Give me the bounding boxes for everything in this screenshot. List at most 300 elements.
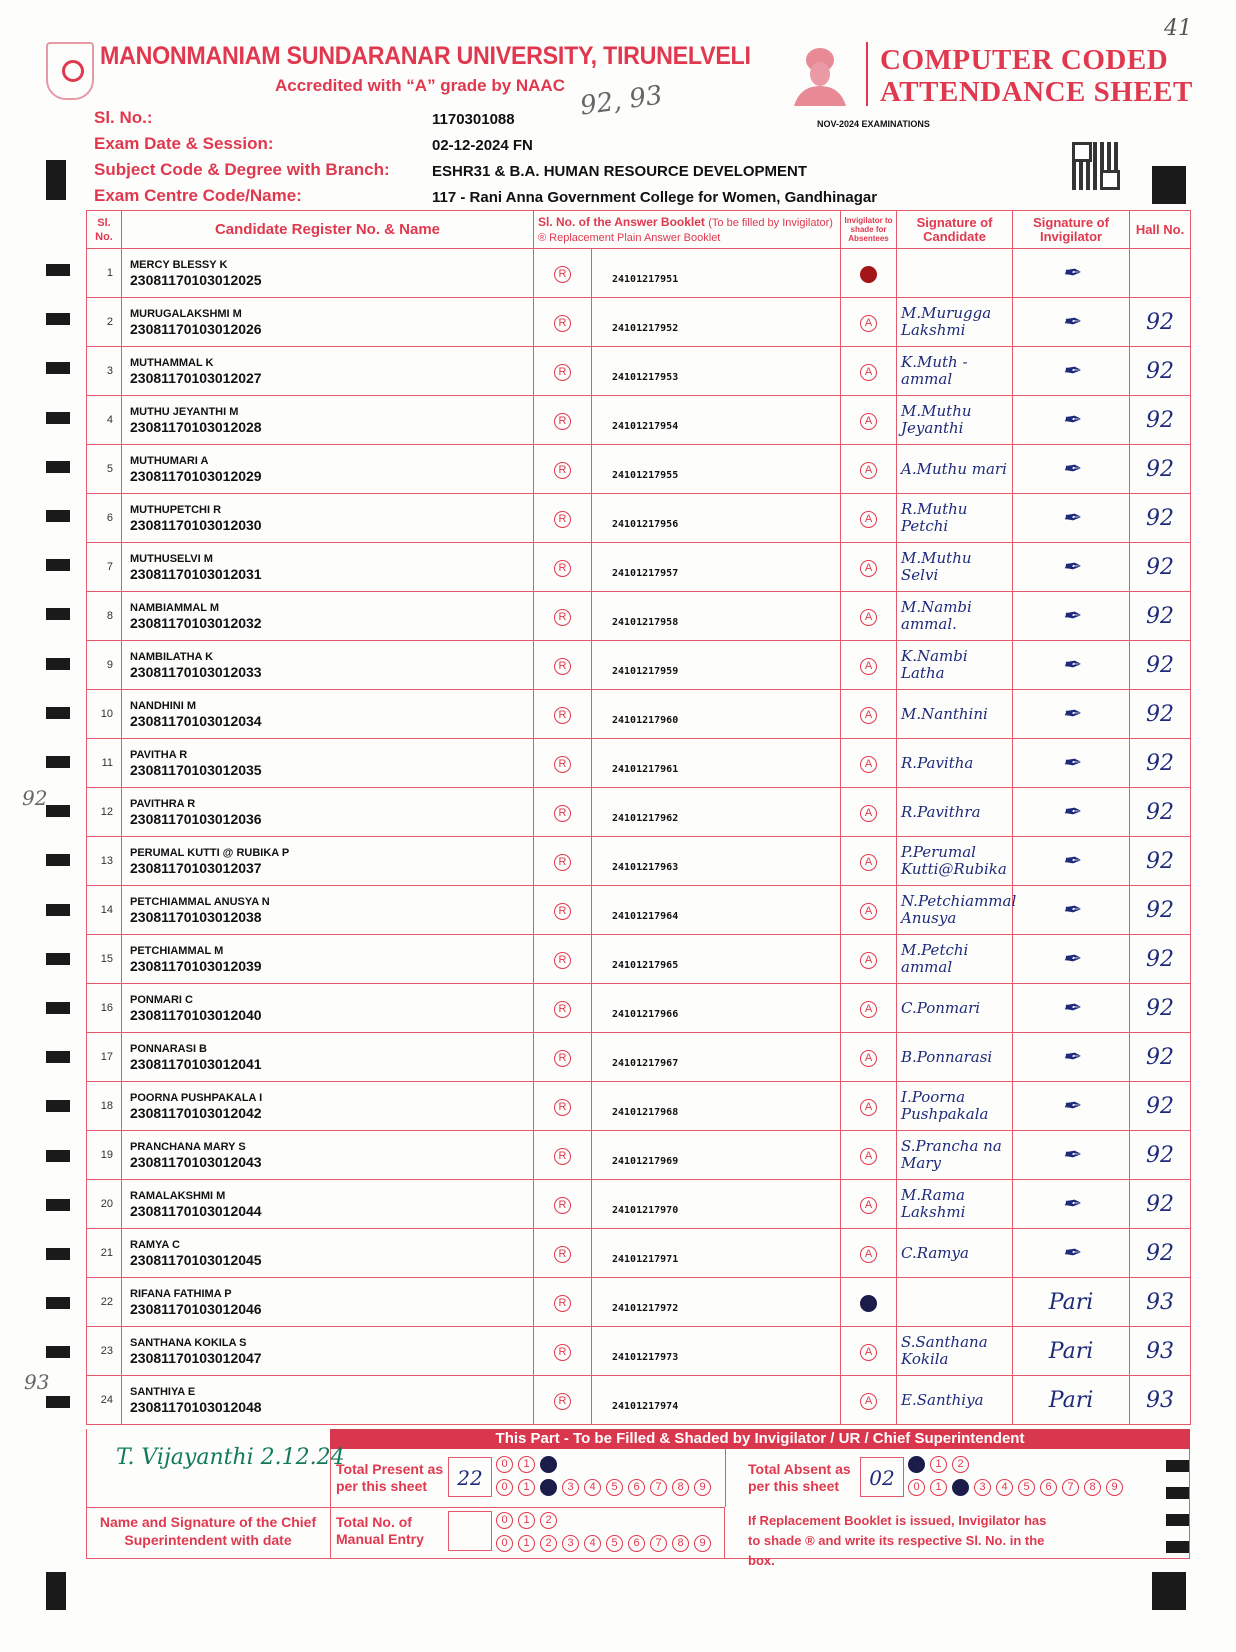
replacement-bubble[interactable]: R [554,707,571,724]
replacement-cell [534,1376,592,1425]
absentee-bubble[interactable]: A [860,315,877,332]
row-sl: 20 [87,1180,122,1229]
table-row [87,1033,1191,1082]
table-row [87,494,1191,543]
accreditation: Accredited with “A” grade by NAAC [275,76,565,95]
invigilator-signature: ✒ [1013,249,1130,298]
row-sl: 17 [87,1033,122,1082]
digit-bubble[interactable]: 9 [1106,1479,1123,1496]
candidate-name: NAMBIAMMAL M [130,601,220,614]
replacement-bubble[interactable]: R [554,1001,571,1018]
hall-number: 92 [1130,788,1191,837]
footer-band: This Part - To be Filled & Shaded by Invigilator / UR / Chief Superintendent [330,1429,1190,1449]
hall-number: 93 [1130,1376,1191,1425]
absentee-bubble[interactable]: A [860,707,877,724]
timing-mark [46,1297,70,1309]
candidate-signature: M.Murugga Lakshmi [897,298,1013,347]
register-number: 23081170103012047 [130,1349,262,1366]
row-sl: 19 [87,1131,122,1180]
replacement-cell [534,886,592,935]
digit-bubble[interactable]: 0 [496,1512,513,1529]
absentee-bubble[interactable]: A [860,1099,877,1116]
university-name: MANONMANIAM SUNDARANAR UNIVERSITY, TIRUNELVELI [100,42,751,70]
digit-bubble[interactable]: 1 [930,1456,947,1473]
digit-bubble[interactable]: 9 [694,1479,711,1496]
timing-mark [46,412,70,424]
replacement-bubble[interactable]: R [554,266,571,283]
digit-bubble[interactable] [540,1456,557,1473]
booklet-number: 24101217955 [592,445,841,494]
row-sl: 22 [87,1278,122,1327]
register-number: 23081170103012028 [130,418,262,435]
digit-bubble[interactable]: 7 [1062,1479,1079,1496]
candidate-cell [122,1327,534,1376]
digit-bubble[interactable]: 2 [952,1456,969,1473]
replacement-bubble[interactable]: R [554,511,571,528]
absent-value[interactable]: 02 [860,1457,904,1497]
table-row [87,788,1191,837]
absentee-bubble[interactable]: A [860,364,877,381]
replacement-cell [534,1131,592,1180]
hall-number: 92 [1130,298,1191,347]
digit-bubble[interactable]: 4 [584,1479,601,1496]
absentee-bubble[interactable]: A [860,805,877,822]
register-number: 23081170103012042 [130,1104,262,1121]
booklet-number: 24101217958 [592,592,841,641]
university-logo [46,42,94,100]
replacement-cell [534,347,592,396]
row-sl: 18 [87,1082,122,1131]
table-row [87,543,1191,592]
candidate-signature: C.Ponmari [897,984,1013,1033]
row-sl: 12 [87,788,122,837]
invigilator-signature: ✒ [1013,347,1130,396]
register-number: 23081170103012025 [130,271,262,288]
invigilator-signature: ✒ [1013,1131,1130,1180]
booklet-number: 24101217953 [592,347,841,396]
candidate-cell [122,249,534,298]
footer-divider [725,1449,726,1507]
row-sl: 14 [87,886,122,935]
invigilator-signature: ✒ [1013,1033,1130,1082]
hall-number: 92 [1130,837,1191,886]
replacement-bubble[interactable]: R [554,1393,571,1410]
candidate-signature: M.Petchi ammal [897,935,1013,984]
replacement-cell [534,984,592,1033]
row-sl: 10 [87,690,122,739]
invigilator-signature: ✒ [1013,494,1130,543]
absentee-cell [841,886,897,935]
invigilator-signature: ✒ [1013,886,1130,935]
candidate-signature: R.Pavitha [897,739,1013,788]
table-row [87,1278,1191,1327]
invigilator-signature: ✒ [1013,739,1130,788]
candidate-signature: K.Nambi Latha [897,641,1013,690]
digit-bubble[interactable]: 1 [930,1479,947,1496]
col-absentee: Invigilator to shade for Absentees [841,211,897,249]
register-number: 23081170103012026 [130,320,262,337]
digit-bubble[interactable] [952,1479,969,1496]
absentee-bubble[interactable]: A [860,1050,877,1067]
replacement-bubble[interactable]: R [554,609,571,626]
replacement-bubble[interactable]: R [554,413,571,430]
candidate-cell [122,347,534,396]
row-sl: 13 [87,837,122,886]
candidate-cell [122,984,534,1033]
hall-number: 92 [1130,935,1191,984]
footer-section [86,1429,1190,1568]
candidate-cell [122,1376,534,1425]
absentee-bubble[interactable]: A [860,1001,877,1018]
absentee-cell [841,1229,897,1278]
booklet-number: 24101217974 [592,1376,841,1425]
invigilator-signature: Pari [1013,1376,1130,1425]
register-number: 23081170103012038 [130,908,262,925]
absent-tens-bubbles [908,1456,969,1473]
hall-number: 92 [1130,543,1191,592]
hall-number: 92 [1130,1180,1191,1229]
absentee-bubble[interactable] [860,1295,877,1312]
absentee-bubble[interactable]: A [860,1246,877,1263]
replacement-bubble[interactable]: R [554,462,571,479]
timing-mark [46,904,70,916]
timing-mark [46,1150,70,1162]
table-row [87,445,1191,494]
candidate-name: MUTHU JEYANTHI M [130,405,239,418]
register-number: 23081170103012037 [130,859,262,876]
digit-bubble[interactable]: 2 [540,1535,557,1552]
digit-bubble[interactable]: 5 [606,1535,623,1552]
absentee-bubble[interactable] [860,266,877,283]
row-sl: 6 [87,494,122,543]
sheet-title-line2: ATTENDANCE SHEET [880,76,1193,108]
digit-bubble[interactable]: 5 [1018,1479,1035,1496]
register-number: 23081170103012043 [130,1153,262,1170]
candidate-cell [122,641,534,690]
digit-bubble[interactable]: 8 [672,1479,689,1496]
hall-number: 92 [1130,494,1191,543]
exam-date-label: Exam Date & Session: [94,134,274,153]
replacement-bubble[interactable]: R [554,1295,571,1312]
present-value[interactable]: 22 [448,1457,492,1497]
replacement-bubble[interactable]: R [554,1344,571,1361]
hall-number: 92 [1130,886,1191,935]
timing-mark [46,313,70,325]
replacement-bubble[interactable]: R [554,658,571,675]
table-row [87,396,1191,445]
replacement-bubble[interactable]: R [554,315,571,332]
manual-entry-value[interactable] [448,1511,492,1551]
table-row [87,1082,1191,1131]
absentee-bubble[interactable]: A [860,952,877,969]
booklet-number: 24101217972 [592,1278,841,1327]
booklet-number: 24101217968 [592,1082,841,1131]
present-label: Total Present as per this sheet [336,1461,444,1494]
replacement-bubble[interactable]: R [554,1099,571,1116]
booklet-number: 24101217963 [592,837,841,886]
replacement-bubble[interactable]: R [554,364,571,381]
replacement-cell [534,445,592,494]
digit-bubble[interactable]: 4 [996,1479,1013,1496]
candidate-name: NANDHINI M [130,699,196,712]
replacement-cell [534,494,592,543]
row-sl: 21 [87,1229,122,1278]
row-sl: 15 [87,935,122,984]
digit-bubble[interactable]: 1 [518,1512,535,1529]
absentee-bubble[interactable]: A [860,462,877,479]
row-sl: 1 [87,249,122,298]
row-sl: 16 [87,984,122,1033]
present-units-bubbles [496,1479,711,1496]
candidate-cell [122,739,534,788]
booklet-number: 24101217959 [592,641,841,690]
replacement-bubble[interactable]: R [554,1050,571,1067]
sheet-title [880,44,1193,108]
candidate-name: PRANCHANA MARY S [130,1140,246,1153]
candidate-name: MUTHUMARI A [130,454,209,467]
candidate-name: PONMARI C [130,993,193,1006]
register-number: 23081170103012046 [130,1300,262,1317]
timing-mark [46,264,70,276]
handwritten-hall-numbers: 92, 93 [578,80,665,122]
digit-bubble[interactable]: 6 [628,1479,645,1496]
absentee-cell [841,739,897,788]
register-number: 23081170103012031 [130,565,262,582]
digit-bubble[interactable]: 5 [606,1479,623,1496]
candidate-cell [122,494,534,543]
replacement-cell [534,739,592,788]
col-candidate: Candidate Register No. & Name [122,211,534,249]
candidate-cell [122,788,534,837]
row-sl: 5 [87,445,122,494]
exam-date-value: 02-12-2024 FN [432,137,533,154]
booklet-number: 24101217967 [592,1033,841,1082]
row-sl: 4 [87,396,122,445]
digit-bubble[interactable]: 0 [496,1535,513,1552]
digit-bubble[interactable]: 9 [694,1535,711,1552]
digit-bubble[interactable]: 8 [1084,1479,1101,1496]
candidate-signature: M.Nambi ammal. [897,592,1013,641]
candidate-name: RAMYA C [130,1238,180,1251]
table-row [87,1376,1191,1425]
digit-bubble[interactable]: 3 [974,1479,991,1496]
absentee-cell [841,1278,897,1327]
booklet-number: 24101217971 [592,1229,841,1278]
replacement-cell [534,1278,592,1327]
absentee-cell [841,494,897,543]
timing-mark [46,1199,70,1211]
timing-mark [1152,1572,1186,1610]
replacement-bubble[interactable]: R [554,1246,571,1263]
invigilator-signature: ✒ [1013,984,1130,1033]
absentee-cell [841,935,897,984]
candidate-cell [122,935,534,984]
invigilator-signature: ✒ [1013,641,1130,690]
register-number: 23081170103012029 [130,467,262,484]
hall-number: 92 [1130,1033,1191,1082]
table-row [87,249,1191,298]
digit-bubble[interactable]: 7 [650,1535,667,1552]
absentee-bubble[interactable]: A [860,511,877,528]
digit-bubble[interactable]: 4 [584,1535,601,1552]
absentee-bubble[interactable]: A [860,1197,877,1214]
candidate-cell [122,886,534,935]
table-row [87,690,1191,739]
digit-bubble[interactable]: 6 [628,1535,645,1552]
replacement-bubble[interactable]: R [554,805,571,822]
absentee-bubble[interactable]: A [860,1344,877,1361]
footer-divider [86,1507,330,1508]
register-number: 23081170103012041 [130,1055,262,1072]
row-sl: 7 [87,543,122,592]
candidate-signature: M.Muthu Selvi [897,543,1013,592]
digit-bubble[interactable]: 3 [562,1479,579,1496]
hall-number: 92 [1130,1082,1191,1131]
candidate-cell [122,396,534,445]
digit-bubble[interactable]: 1 [518,1456,535,1473]
row-sl: 24 [87,1376,122,1425]
candidate-cell [122,543,534,592]
replacement-bubble[interactable]: R [554,854,571,871]
replacement-cell [534,1082,592,1131]
candidate-cell [122,445,534,494]
replacement-bubble[interactable]: R [554,903,571,920]
replacement-cell [534,249,592,298]
table-row [87,984,1191,1033]
absentee-cell [841,690,897,739]
margin-note-92: 92 [22,786,48,810]
timing-mark [46,1572,66,1610]
digit-bubble[interactable] [540,1479,557,1496]
candidate-cell [122,1082,534,1131]
table-row [87,592,1191,641]
candidate-signature: K.Muth -ammal [897,347,1013,396]
candidate-signature: I.Poorna Pushpakala [897,1082,1013,1131]
replacement-cell [534,396,592,445]
hall-number: 92 [1130,592,1191,641]
digit-bubble[interactable]: 6 [1040,1479,1057,1496]
candidate-name: MERCY BLESSY K [130,258,228,271]
digit-bubble[interactable]: 1 [518,1479,535,1496]
digit-bubble[interactable]: 0 [496,1479,513,1496]
timing-mark [46,854,70,866]
replacement-bubble[interactable]: R [554,1197,571,1214]
absentee-cell [841,592,897,641]
booklet-number: 24101217957 [592,543,841,592]
absentee-cell [841,788,897,837]
digit-bubble[interactable]: 2 [540,1512,557,1529]
replacement-bubble[interactable]: R [554,1148,571,1165]
register-number: 23081170103012048 [130,1398,262,1415]
booklet-note: (To be filled by Invigilator) [708,216,833,229]
absentee-bubble[interactable]: A [860,854,877,871]
absentee-bubble[interactable]: A [860,1148,877,1165]
candidate-signature: C.Ramya [897,1229,1013,1278]
candidate-name: RAMALAKSHMI M [130,1189,226,1202]
timing-mark [46,1346,70,1358]
digit-bubble[interactable]: 1 [518,1535,535,1552]
absentee-cell [841,543,897,592]
booklet-number: 24101217962 [592,788,841,837]
hall-number: 92 [1130,396,1191,445]
absentee-cell [841,445,897,494]
replacement-cell [534,788,592,837]
absentee-cell [841,837,897,886]
replacement-bubble[interactable]: R [554,952,571,969]
candidate-cell [122,837,534,886]
booklet-number: 24101217951 [592,249,841,298]
hall-number: 92 [1130,445,1191,494]
col-sig-candidate: Signature of Candidate [897,211,1013,249]
invigilator-signature: Pari [1013,1278,1130,1327]
digit-bubble[interactable]: 0 [496,1456,513,1473]
timing-mark [46,805,70,817]
absentee-bubble[interactable]: A [860,903,877,920]
digit-bubble[interactable]: 8 [672,1535,689,1552]
replacement-cell [534,592,592,641]
replacement-cell [534,641,592,690]
booklet-number: 24101217956 [592,494,841,543]
absentee-bubble[interactable]: A [860,756,877,773]
replacement-bubble[interactable]: R [554,560,571,577]
chief-label: Name and Signature of the Chief Superintendent with date [99,1514,317,1548]
hall-number: 92 [1130,347,1191,396]
candidate-signature: M.Muthu Jeyanthi [897,396,1013,445]
timing-mark [46,1396,70,1408]
digit-bubble[interactable] [908,1456,925,1473]
candidate-name: MUTHAMMAL K [130,356,214,369]
timing-mark [46,160,66,200]
candidate-cell [122,1131,534,1180]
absentee-bubble[interactable]: A [860,413,877,430]
invigilator-signature: ✒ [1013,837,1130,886]
col-sig-invigilator: Signature of Invigilator [1013,211,1130,249]
row-sl: 23 [87,1327,122,1376]
booklet-number: 24101217960 [592,690,841,739]
candidate-signature: S.Santhana Kokila [897,1327,1013,1376]
replacement-cell [534,1033,592,1082]
timing-mark [46,1002,70,1014]
manual-units-bubbles [496,1535,711,1552]
candidate-signature: R.Muthu Petchi [897,494,1013,543]
absentee-cell [841,1033,897,1082]
table-row [87,347,1191,396]
booklet-number: 24101217961 [592,739,841,788]
timing-mark [46,461,70,473]
digit-bubble[interactable]: 3 [562,1535,579,1552]
candidate-cell [122,1229,534,1278]
absentee-bubble[interactable]: A [860,560,877,577]
absentee-bubble[interactable]: A [860,1393,877,1410]
replacement-cell [534,837,592,886]
absentee-bubble[interactable]: A [860,609,877,626]
candidate-signature: S.Prancha na Mary [897,1131,1013,1180]
absentee-bubble[interactable]: A [860,658,877,675]
replacement-note: If Replacement Booklet is issued, Invigilator has to shade ® and write its respective Sl. No. in the box. [748,1513,1047,1568]
chief-signature: T. Vijayanthi 2.12.24 [116,1445,345,1470]
sl-no-value: 1170301088 [432,111,515,128]
candidate-signature: M.Rama Lakshmi [897,1180,1013,1229]
absentee-cell [841,249,897,298]
hall-number: 92 [1130,641,1191,690]
candidate-cell [122,592,534,641]
digit-bubble[interactable]: 0 [908,1479,925,1496]
replacement-bubble[interactable]: R [554,756,571,773]
register-number: 23081170103012033 [130,663,262,680]
digit-bubble[interactable]: 7 [650,1479,667,1496]
timing-mark [46,756,70,768]
timing-mark [46,1100,70,1112]
